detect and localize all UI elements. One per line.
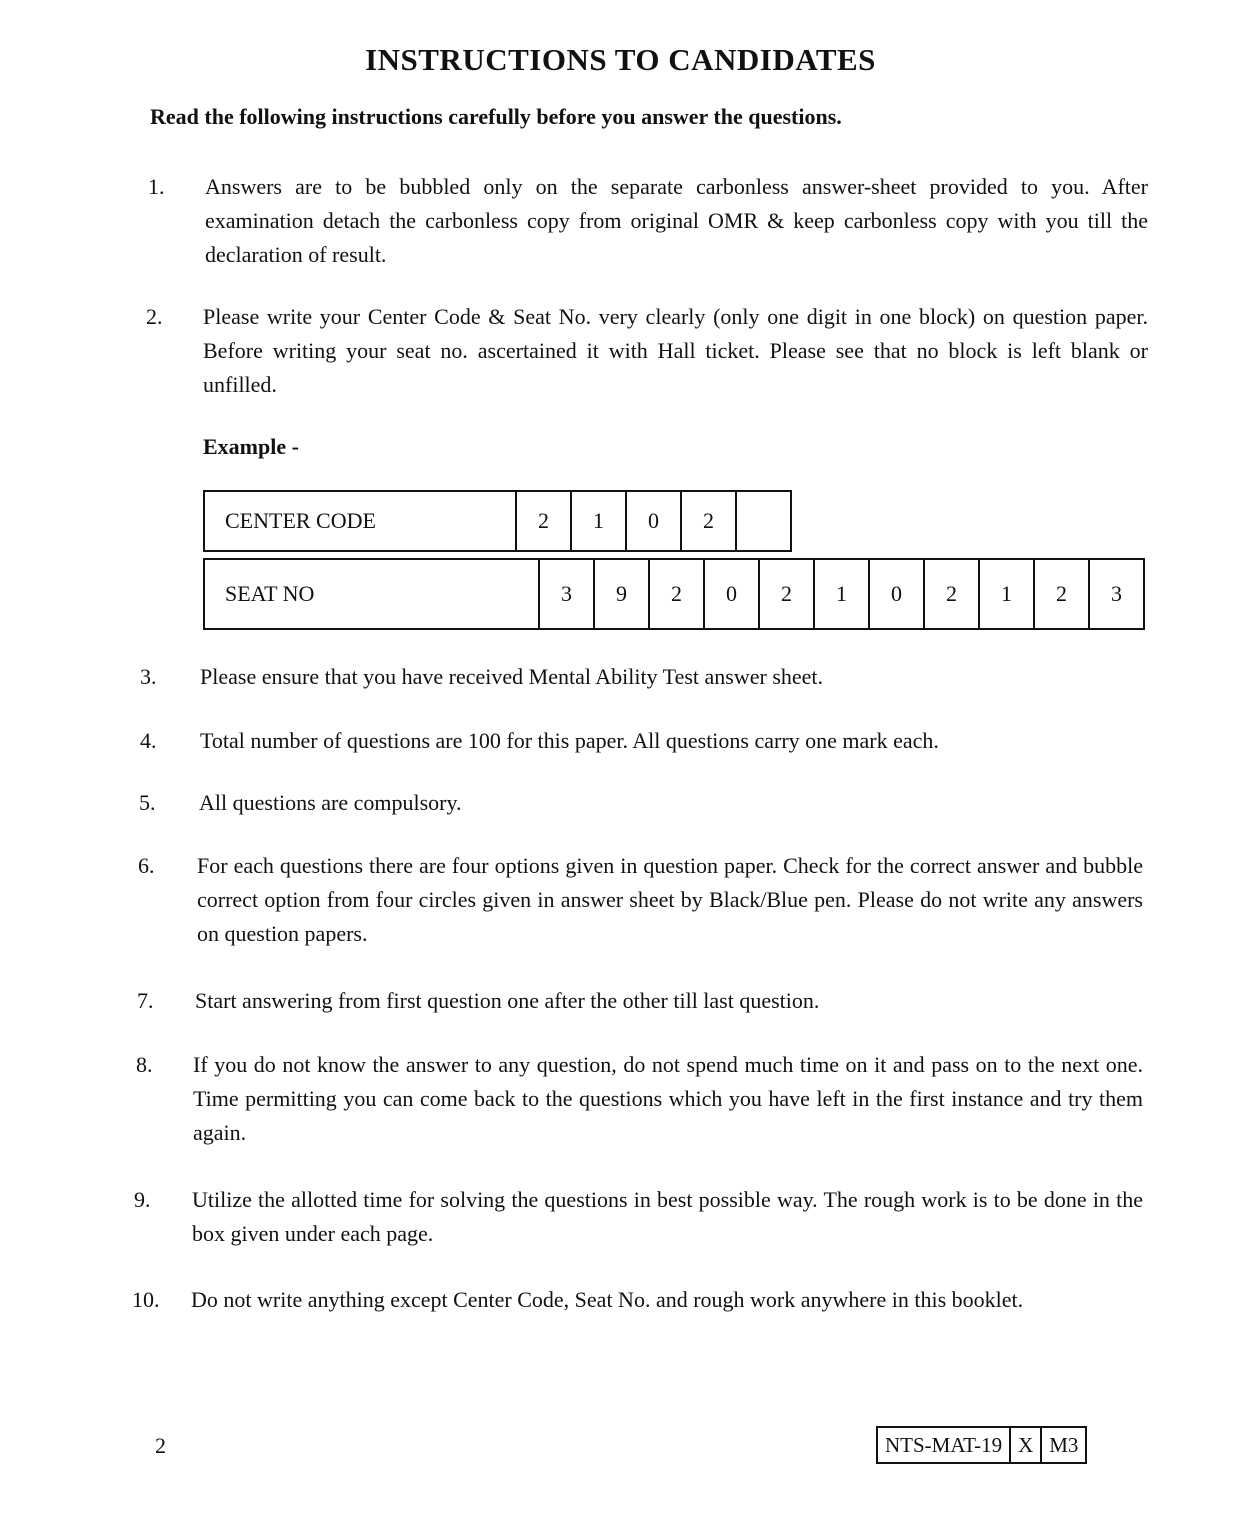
page-title: INSTRUCTIONS TO CANDIDATES xyxy=(365,42,876,77)
instruction-number: 8. xyxy=(136,1052,153,1077)
instruction-text: Do not write anything except Center Code, Seat No. and rough work anywhere in this booklet. xyxy=(191,1287,1024,1312)
seat-no-digit: 2 xyxy=(1033,560,1088,628)
seat-no-digit: 2 xyxy=(758,560,813,628)
center-code-digit: 2 xyxy=(680,492,735,550)
center-code-digit: 2 xyxy=(515,492,570,550)
instruction-text: Answers are to be bubbled only on the separate carbonless answer-sheet provided to you. After examination detach the carbonless copy from original OMR & keep carbonless copy with you till the declaration of result. xyxy=(205,174,1148,267)
instruction-number: 2. xyxy=(146,304,163,329)
example-label: Example - xyxy=(203,434,299,459)
paper-code-box xyxy=(876,1426,1087,1464)
center-code-digit: 0 xyxy=(625,492,680,550)
instruction-number: 10. xyxy=(132,1287,160,1312)
instruction-number: 6. xyxy=(138,853,155,878)
instruction-number: 9. xyxy=(134,1187,151,1212)
instruction-text: Please ensure that you have received Mental Ability Test answer sheet. xyxy=(200,664,824,689)
seat-no-box xyxy=(203,558,1145,630)
instruction-text: Total number of questions are 100 for this paper. All questions carry one mark each. xyxy=(200,728,939,753)
seat-no-digit: 1 xyxy=(978,560,1033,628)
instruction-text: For each questions there are four options given in question paper. Check for the correct answer and bubble correct option from four circles given in answer sheet by Black/Blue pen. Please do not write any answers on question papers. xyxy=(197,853,1143,946)
seat-no-digit: 1 xyxy=(813,560,868,628)
paper-code-version: M3 xyxy=(1040,1428,1085,1462)
instruction-number: 3. xyxy=(140,664,157,689)
instruction-number: 5. xyxy=(139,790,156,815)
seat-no-label: SEAT NO xyxy=(225,581,315,606)
instruction-text: Please write your Center Code & Seat No. very clearly (only one digit in one block) on question paper. Before writing your seat no. ascertained it with Hall ticket. Please see that no block is left blank or unfilled. xyxy=(203,304,1148,397)
seat-no-digit: 0 xyxy=(703,560,758,628)
instruction-text: If you do not know the answer to any question, do not spend much time on it and pass on to the next one. Time permitting you can come back to the questions which you have left in the first instance and try them again. xyxy=(193,1052,1143,1145)
center-code-label: CENTER CODE xyxy=(225,508,376,533)
seat-no-digit: 3 xyxy=(538,560,593,628)
seat-no-digit: 2 xyxy=(923,560,978,628)
page-number: 2 xyxy=(155,1433,166,1458)
seat-no-digit: 3 xyxy=(1088,560,1143,628)
paper-code-series: NTS-MAT-19 xyxy=(885,1432,1003,1457)
instruction-text: Utilize the allotted time for solving the questions in best possible way. The rough work is to be done in the box given under each page. xyxy=(192,1187,1143,1246)
seat-no-digit: 0 xyxy=(868,560,923,628)
instruction-number: 7. xyxy=(137,988,154,1013)
instruction-number: 4. xyxy=(140,728,157,753)
center-code-digit: 1 xyxy=(570,492,625,550)
paper-code-set: X xyxy=(1009,1428,1040,1462)
center-code-digit xyxy=(735,492,790,550)
instruction-text: All questions are compulsory. xyxy=(199,790,462,815)
seat-no-digit: 2 xyxy=(648,560,703,628)
instruction-number: 1. xyxy=(148,174,165,199)
instruction-text: Start answering from first question one after the other till last question. xyxy=(195,988,820,1013)
page-subtitle: Read the following instructions carefully before you answer the questions. xyxy=(150,104,842,129)
center-code-box xyxy=(203,490,792,552)
seat-no-digit: 9 xyxy=(593,560,648,628)
